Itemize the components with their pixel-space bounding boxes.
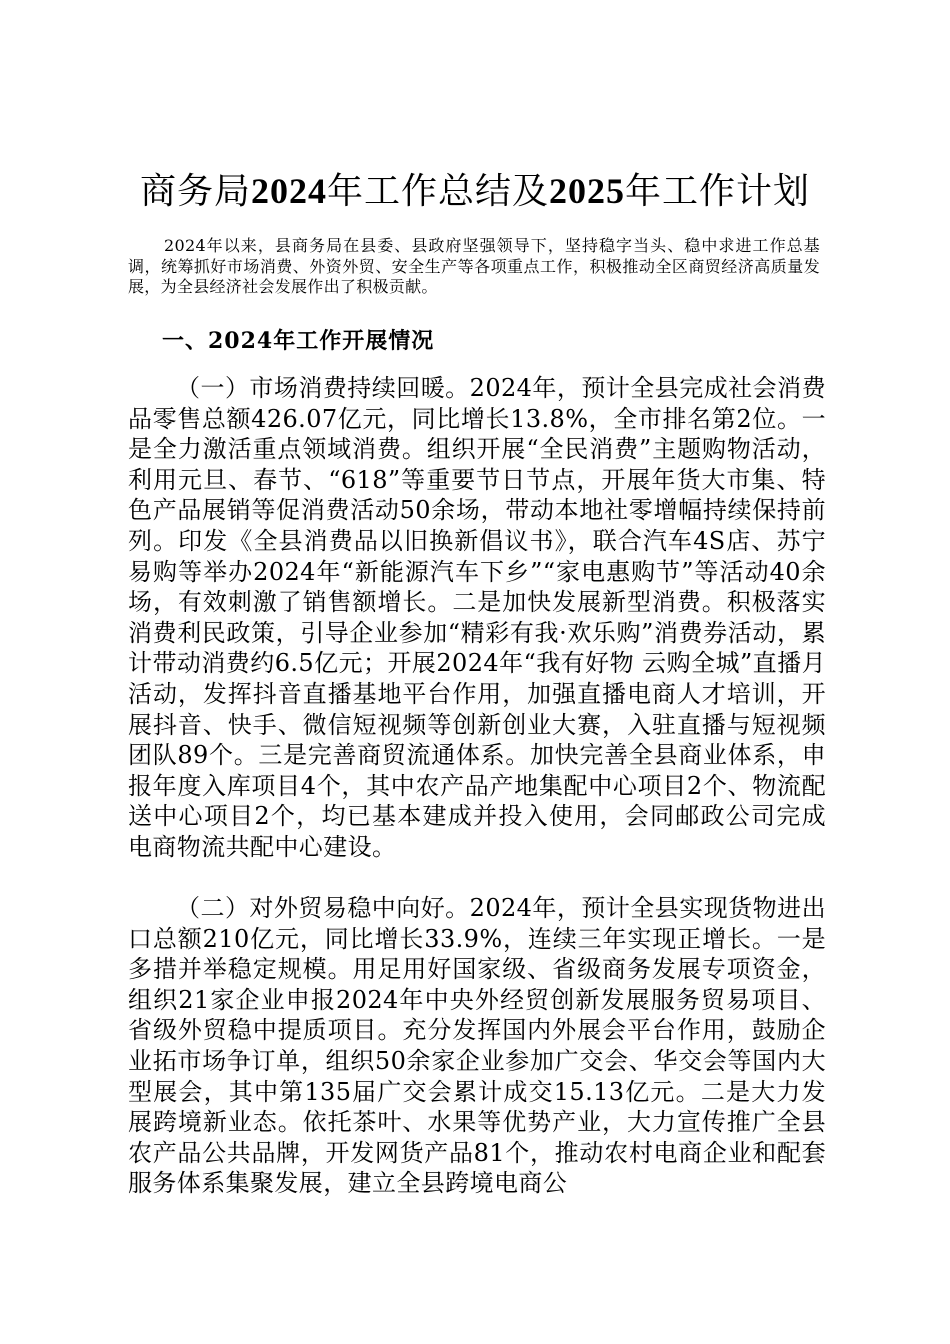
title-year-1: 2024	[250, 171, 327, 211]
body-paragraph-foreign-trade: （二）对外贸易稳中向好。2024年，预计全县实现货物进出口总额210亿元，同比增长33.9%，连续三年实现正增长。一是多措并举稳定规模。用足用好国家级、省级商务发展专项资金，组织21家企业申报2024年中央外经贸创新发展服务贸易项目、省级外贸稳中提质项目。充分发挥国内外展会平台作用，鼓励企业拓市场争订单，组织50余家企业参加广交会、华交会等国内大型展会，其中第135届广交会累计成交15.13亿元。二是大力发展跨境新业态。依托茶叶、水果等优势产业，大力宣传推广全县农产品公共品牌，开发网货产品81个，推动农村电商企业和配套服务体系集聚发展，建立全县跨境电商公	[128, 894, 826, 1198]
intro-paragraph: 2024年以来，县商务局在县委、县政府坚强领导下，坚持稳字当头、稳中求进工作总基调，统筹抓好市场消费、外资外贸、安全生产等各项重点工作，积极推动全区商贸经济高质量发展，为全县经济社会发展作出了积极贡献。	[128, 236, 820, 296]
title-year-2: 2025	[549, 171, 625, 211]
body-paragraph-market-consumption: （一）市场消费持续回暖。2024年，预计全县完成社会消费品零售总额426.07亿元，同比增长13.8%，全市排名第2位。一是全力激活重点领域消费。组织开展“全民消费”主题购物活动，利用元旦、春节、“618”等重要节日节点，开展年货大市集、特色产品展销等促消费活动50余场，带动本地社零增幅持续保持前列。印发《全县消费品以旧换新倡议书》，联合汽车4S店、苏宁易购等举办2024年“新能源汽车下乡”“家电惠购节”等活动40余场，有效刺激了销售额增长。二是加快发展新型消费。积极落实消费利民政策，引导企业参加“精彩有我·欢乐购”消费券活动，累计带动消费约6.5亿元；开展2024年“我有好物 云购全城”直播月活动，发挥抖音直播基地平台作用，加强直播电商人才培训，开展抖音、快手、微信短视频等创新创业大赛，入驻直播与短视频团队89个。三是完善商贸流通体系。加快完善全县商业体系，申报年度入库项目4个，其中农产品产地集配中心项目2个、物流配送中心项目2个，均已基本建成并投入使用，会同邮政公司完成电商物流共配中心建设。	[128, 374, 826, 861]
title-part-1: 商务局	[139, 171, 251, 212]
section-heading: 一、2024年工作开展情况	[162, 328, 435, 354]
title-part-3: 年工作计划	[625, 171, 811, 212]
title-part-2: 年工作总结及	[326, 171, 549, 212]
document-title	[0, 168, 950, 215]
